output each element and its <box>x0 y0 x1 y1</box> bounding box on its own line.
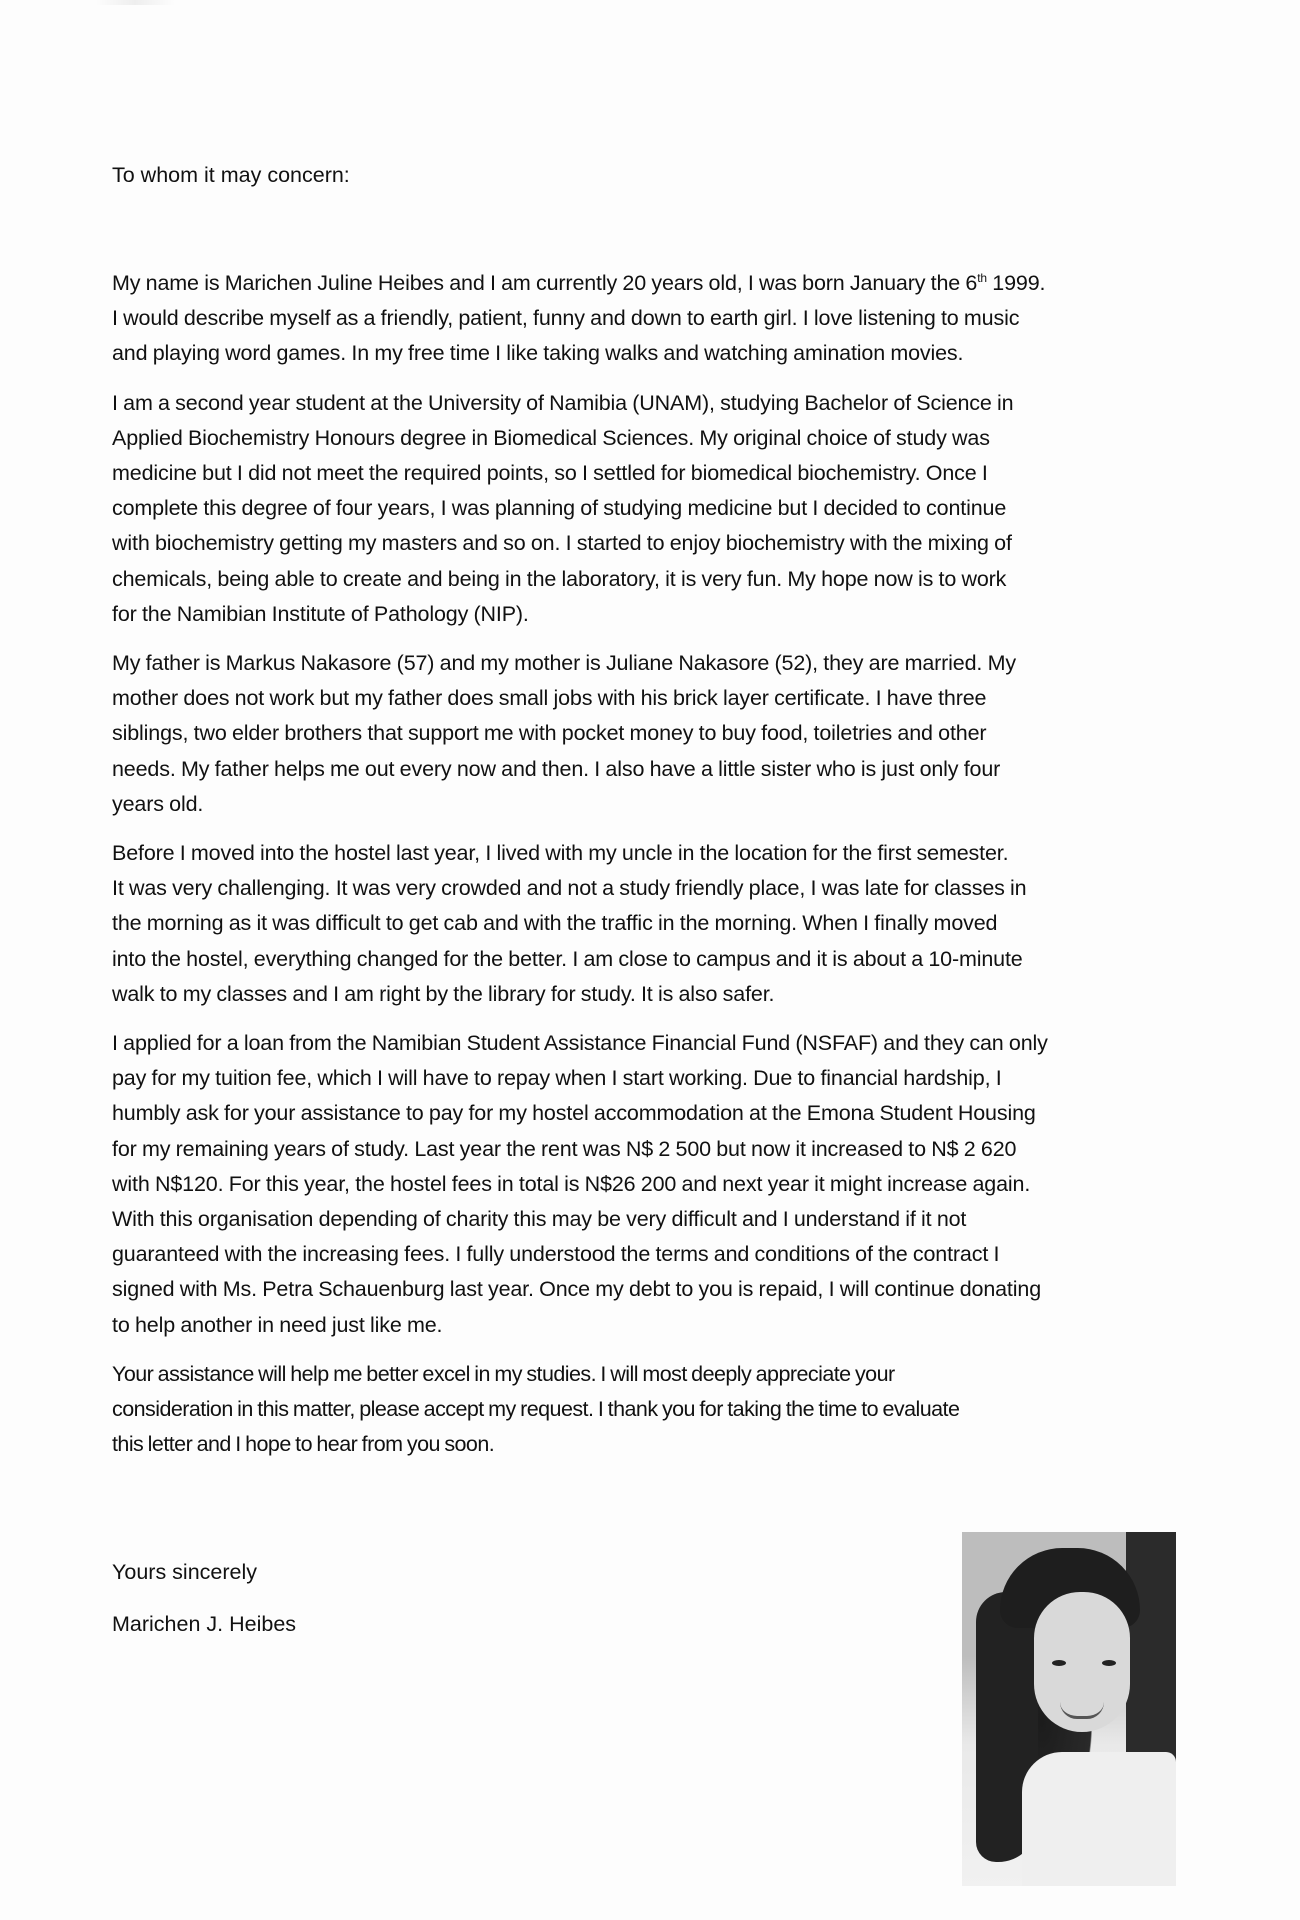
scan-artifact <box>95 0 175 5</box>
text-line: I am a second year student at the University of Namibia (UNAM), studying Bachelor of Science in <box>112 390 1014 415</box>
paragraph-introduction <box>112 266 1192 372</box>
photo-background <box>1126 1532 1176 1772</box>
text-line: to help another in need just like me. <box>112 1312 443 1337</box>
paragraph-conclusion <box>112 1357 1192 1463</box>
text-line: I applied for a loan from the Namibian Student Assistance Financial Fund (NSFAF) and they can only <box>112 1031 1048 1056</box>
paragraph-family <box>112 646 1192 822</box>
text-line: Your assistance will help me better excel in my studies. I will most deeply appreciate your <box>112 1361 895 1386</box>
text-line: siblings, two elder brothers that support me with pocket money to buy food, toiletries and other <box>112 721 987 746</box>
text-line: complete this degree of four years, I was planning of studying medicine but I decided to continue <box>112 496 1007 521</box>
closing-phrase: Yours sincerely <box>112 1560 257 1584</box>
text-line: My name is Marichen Juline Heibes and I am currently 20 years old, I was born January the 6th 1999. <box>112 271 1046 295</box>
text-line: for my remaining years of study. Last year the rent was N$ 2 500 but now it increased to N$ 2 620 <box>112 1136 1017 1161</box>
portrait-photo <box>962 1532 1176 1886</box>
text-line: with biochemistry getting my masters and so on. I started to enjoy biochemistry with the mixing of <box>112 531 1012 556</box>
text-line: Before I moved into the hostel last year, I lived with my uncle in the location for the first semester. <box>112 841 1009 866</box>
text-line: mother does not work but my father does small jobs with his brick layer certificate. I have three <box>112 686 987 711</box>
text-line: consideration in this matter, please accept my request. I thank you for taking the time to evaluate <box>112 1397 960 1422</box>
signature-name: Marichen J. Heibes <box>112 1612 297 1636</box>
text-line: needs. My father helps me out every now and then. I also have a little sister who is just only four <box>112 756 1001 781</box>
text-line: with N$120. For this year, the hostel fees in total is N$26 200 and next year it might increase again. <box>112 1171 1031 1196</box>
paragraph-housing <box>112 836 1192 1012</box>
paragraph-studies <box>112 386 1192 632</box>
text-line: My father is Markus Nakasore (57) and my mother is Juliane Nakasore (52), they are married. My <box>112 651 1016 676</box>
text-line: With this organisation depending of charity this may be very difficult and I understand if it not <box>112 1207 967 1232</box>
photo-shirt <box>1022 1752 1176 1886</box>
text-line: this letter and I hope to hear from you soon. <box>112 1432 495 1457</box>
photo-eye <box>1102 1660 1116 1666</box>
text-line: medicine but I did not meet the required points, so I settled for biomedical biochemistry. Once I <box>112 461 988 486</box>
text-line: walk to my classes and I am right by the library for study. It is also safer. <box>112 981 775 1006</box>
letter-body <box>112 266 1192 1477</box>
text-line: signed with Ms. Petra Schauenburg last year. Once my debt to you is repaid, I will continue donating <box>112 1277 1041 1302</box>
text-line: Applied Biochemistry Honours degree in Biomedical Sciences. My original choice of study was <box>112 425 990 450</box>
text-line: humbly ask for your assistance to pay for my hostel accommodation at the Emona Student Housing <box>112 1101 1036 1126</box>
closing-block <box>112 1557 296 1661</box>
text-line: the morning as it was difficult to get cab and with the traffic in the morning. When I finally moved <box>112 911 998 936</box>
salutation: To whom it may concern: <box>112 163 350 187</box>
photo-eye <box>1052 1660 1066 1666</box>
paragraph-financial-request <box>112 1026 1192 1343</box>
text-line: pay for my tuition fee, which I will have to repay when I start working. Due to financial hardship, I <box>112 1066 1002 1091</box>
text-line: into the hostel, everything changed for the better. I am close to campus and it is about a 10-minute <box>112 946 1023 971</box>
text-line: for the Namibian Institute of Pathology (NIP). <box>112 601 529 626</box>
text-line: chemicals, being able to create and being in the laboratory, it is very fun. My hope now is to work <box>112 566 1007 591</box>
text-line: and playing word games. In my free time I like taking walks and watching amination movies. <box>112 341 964 366</box>
text-line: years old. <box>112 791 204 816</box>
text-line: guaranteed with the increasing fees. I fully understood the terms and conditions of the contract I <box>112 1242 1000 1267</box>
text-line: I would describe myself as a friendly, patient, funny and down to earth girl. I love listening to music <box>112 306 1020 331</box>
text-line: It was very challenging. It was very crowded and not a study friendly place, I was late for classes in <box>112 876 1027 901</box>
